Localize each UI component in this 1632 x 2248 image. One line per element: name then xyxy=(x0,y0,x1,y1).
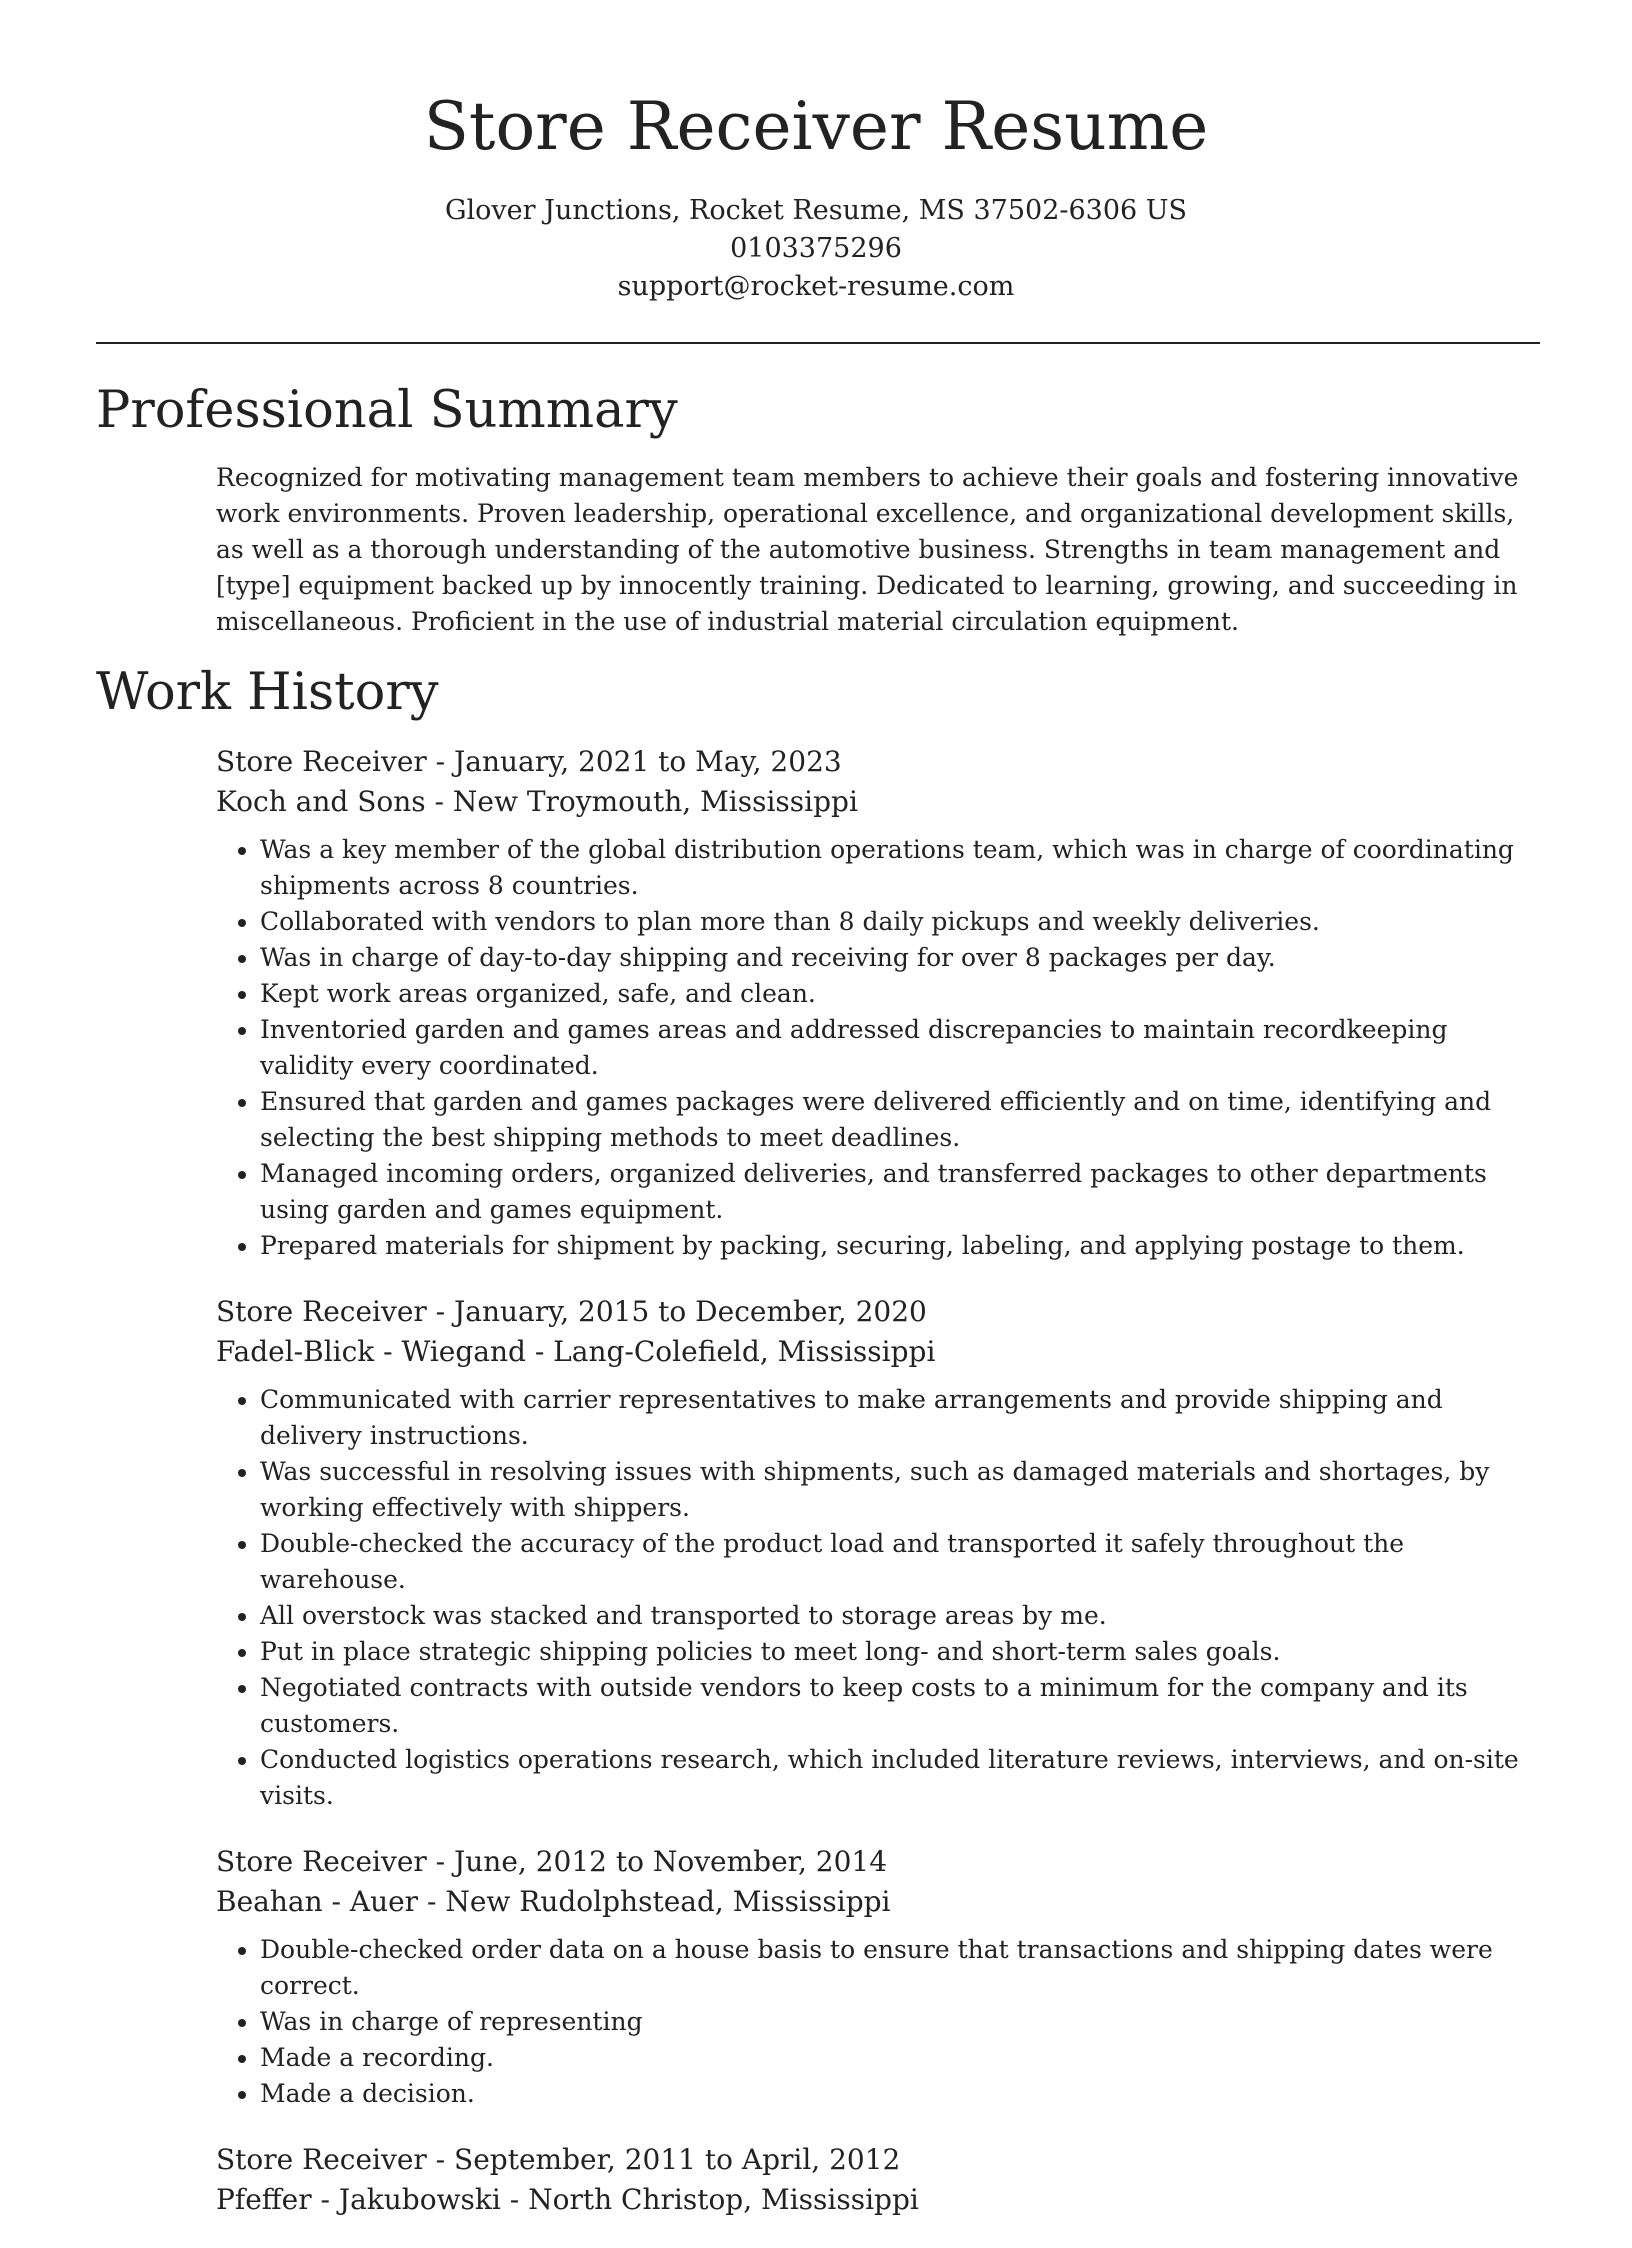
job-bullet: • Communicated with carrier representatives to make arrangements and provide shipping and delivery instructions. xyxy=(260,1382,1546,1454)
job-company-line: Beahan - Auer - New Rudolphstead, Mississippi xyxy=(216,1885,891,1918)
job-bullet: • Was in charge of day-to-day shipping and receiving for over 8 packages per day. xyxy=(260,940,1546,976)
job-bullet: • Prepared materials for shipment by packing, securing, labeling, and applying postage to them. xyxy=(260,1228,1546,1264)
job-bullet: • Double-checked order data on a house basis to ensure that transactions and shipping dates were correct. xyxy=(260,1932,1546,2004)
job-entry xyxy=(216,1842,1546,2112)
job-bullets xyxy=(216,1932,1546,2112)
job-title-line: Store Receiver - January, 2015 to December, 2020 xyxy=(216,1295,927,1328)
job-bullets xyxy=(216,1382,1546,1814)
job-title-line: Store Receiver - June, 2012 to November, 2014 xyxy=(216,1845,888,1878)
work-history-heading: Work History xyxy=(96,663,439,722)
job-bullets xyxy=(216,832,1546,1264)
job-bullet: • Put in place strategic shipping policies to meet long- and short-term sales goals. xyxy=(260,1634,1546,1670)
job-title-line: Store Receiver - January, 2021 to May, 2023 xyxy=(216,745,842,778)
job-entry xyxy=(216,2140,1546,2220)
resume-title: Store Receiver Resume xyxy=(423,88,1209,165)
job-bullet: • Double-checked the accuracy of the product load and transported it safely throughout the warehouse. xyxy=(260,1526,1546,1598)
job-bullet: • Was successful in resolving issues with shipments, such as damaged materials and shortages, by working effectively with shippers. xyxy=(260,1454,1546,1526)
job-bullet: • Collaborated with vendors to plan more than 8 daily pickups and weekly deliveries. xyxy=(260,904,1546,940)
header-divider xyxy=(96,342,1540,344)
job-company-line: Pfeffer - Jakubowski - North Christop, Mississippi xyxy=(216,2183,919,2216)
job-bullet: • All overstock was stacked and transported to storage areas by me. xyxy=(260,1598,1546,1634)
summary-heading: Professional Summary xyxy=(96,381,678,440)
job-bullet: • Inventoried garden and games areas and addressed discrepancies to maintain recordkeeping validity every coordinated. xyxy=(260,1012,1546,1084)
job-bullet: • Made a decision. xyxy=(260,2076,1546,2112)
job-bullet: • Conducted logistics operations research, which included literature reviews, interviews, and on-site visits. xyxy=(260,1742,1546,1814)
job-entry xyxy=(216,742,1546,1264)
contact-phone: 0103375296 xyxy=(730,233,902,264)
job-company-line: Fadel-Blick - Wiegand - Lang-Colefield, Mississippi xyxy=(216,1335,936,1368)
job-bullet: • Negotiated contracts with outside vendors to keep costs to a minimum for the company and its customers. xyxy=(260,1670,1546,1742)
job-bullet: • Was in charge of representing xyxy=(260,2004,1546,2040)
summary-text: Recognized for motivating management team members to achieve their goals and fostering innovative work environments. Proven leadership, operational excellence, and organizational development skills, as well as a thorough understanding of the automotive business. Strengths in team management and [type] equipment backed up by innocently training. Dedicated to learning, growing, and succeeding in miscellaneous. Proficient in the use of industrial material circulation equipment. xyxy=(216,463,1519,636)
job-entry xyxy=(216,1292,1546,1814)
job-bullet: • Was a key member of the global distribution operations team, which was in charge of coordinating shipments across 8 countries. xyxy=(260,832,1546,904)
work-history-list xyxy=(216,742,1546,2248)
job-title-line: Store Receiver - September, 2011 to April, 2012 xyxy=(216,2143,901,2176)
job-bullet: • Made a recording. xyxy=(260,2040,1546,2076)
job-company-line: Koch and Sons - New Troymouth, Mississippi xyxy=(216,785,858,818)
job-bullet: • Kept work areas organized, safe, and clean. xyxy=(260,976,1546,1012)
contact-email: support@rocket-resume.com xyxy=(617,271,1015,302)
contact-block xyxy=(0,192,1632,306)
job-bullet: • Managed incoming orders, organized deliveries, and transferred packages to other departments using garden and games equipment. xyxy=(260,1156,1546,1228)
job-bullet: • Ensured that garden and games packages were delivered efficiently and on time, identifying and selecting the best shipping methods to meet deadlines. xyxy=(260,1084,1546,1156)
resume-header xyxy=(0,0,1632,306)
contact-address: Glover Junctions, Rocket Resume, MS 37502-6306 US xyxy=(444,195,1188,226)
